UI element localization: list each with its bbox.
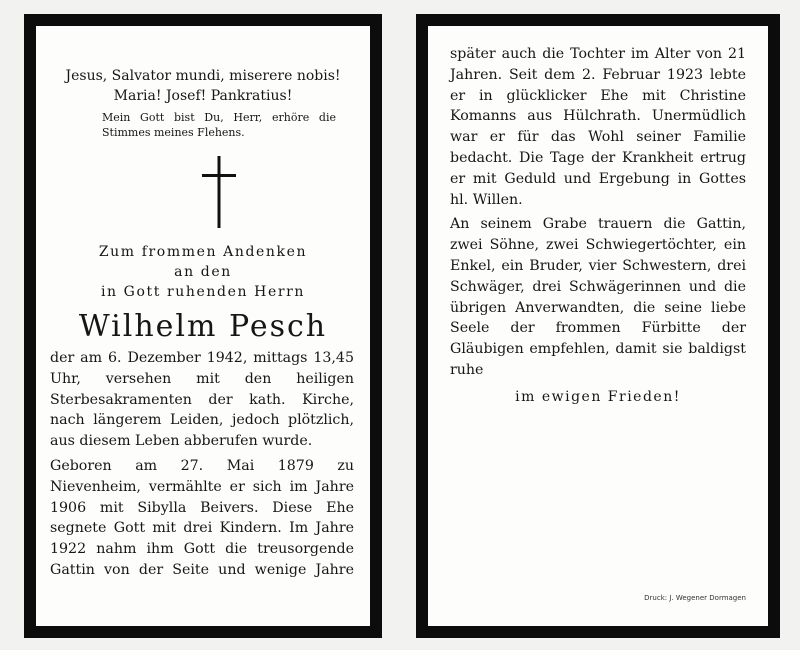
deceased-name: Wilhelm Pesch	[78, 309, 328, 344]
life-paragraph: Geboren am 27. Mai 1879 zu Nievenheim, vermählte er sich im Jahre 1906 mit Sibylla Beivers. Diese Ehe segnete Gott mit drei Kindern. Im Jahre 1922 nahm ihm Gott die treusorgende Gattin von der Seite und wenige Jahre	[50, 457, 354, 578]
mourners-paragraph: An seinem Grabe trauern die Gattin, zwei Söhne, zwei Schwiegertöchter, ein Enkel, ein Bruder, vier Schwestern, drei Schwäger, drei Schwägerinnen und die übrigen Anverwandten, die seine liebe Seele der frommen Fürbitte der Gläubigen empfehlen, damit sie baldigst ruhe	[450, 216, 746, 378]
printer-imprint: Druck: J. Wegener Dormagen	[644, 594, 746, 602]
cross-icon	[202, 156, 236, 228]
memorial-line-2: an den	[174, 264, 232, 280]
card-back-page	[428, 26, 768, 626]
continuation-paragraph: später auch die Tochter im Alter von 21 Jahren. Seit dem 2. Februar 1923 lebte er in glücklicker Ehe mit Christine Komanns aus Hülchrath. Unermüdlich war er für das Wohl seiner Familie bedacht. Die Tage der Krankheit ertrug er mit Geduld und Ergebung in Gottes hl. Willen.	[450, 46, 746, 208]
invocation-line-1: Jesus, Salvator mundi, miserere nobis!	[65, 68, 341, 84]
invocation-line-2: Maria! Josef! Pankratius!	[113, 88, 293, 104]
closing-line: im ewigen Frieden!	[515, 388, 681, 405]
card-front-page	[36, 26, 370, 626]
prayer-card-back	[416, 14, 780, 638]
prayer-card-front	[24, 14, 382, 638]
death-paragraph: der am 6. Dezember 1942, mittags 13,45 Uhr, versehen mit den heiligen Sterbesakramenten der kath. Kirche, nach längerem Leiden, jedoch plötzlich, aus diesem Leben abberufen wurde.	[50, 350, 354, 450]
invocation	[36, 66, 370, 106]
memorial-line-3: in Gott ruhenden Herrn	[100, 284, 306, 300]
psalm-quote: Mein Gott bist Du, Herr, erhöre die Stimmes meines Flehens.	[102, 111, 336, 139]
memorial-heading	[36, 242, 370, 302]
memorial-line-1: Zum frommen Andenken	[98, 244, 308, 260]
